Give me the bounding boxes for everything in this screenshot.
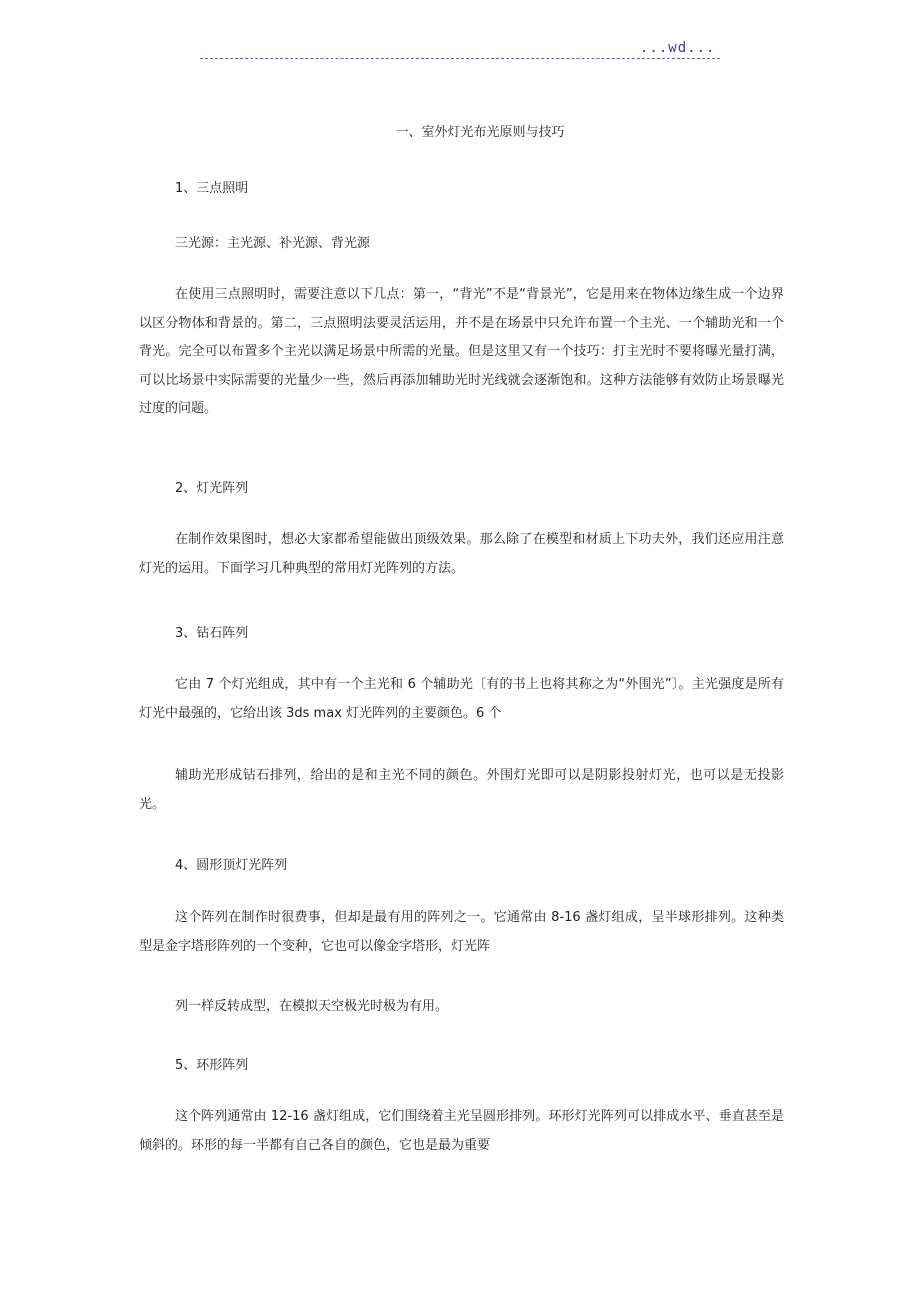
paragraph-dome-array-1: 这个阵列在制作时很费事，但却是最有用的阵列之一。它通常由 8-16 盏灯组成，呈半球形排列。这种类型是金字塔形阵列的一个变种，它也可以像金字塔形，灯光阵 bbox=[139, 910, 784, 954]
section-heading-light-array: 2、灯光阵列 bbox=[175, 481, 249, 496]
header-dashed-rule bbox=[200, 58, 720, 59]
paragraph-diamond-array-2: 辅助光形成钻石排列，给出的是和主光不同的颜色。外围灯光即可以是阴影投射灯光，也可以是无投影光。 bbox=[139, 768, 784, 812]
section-heading-diamond-array: 3、钻石阵列 bbox=[175, 626, 249, 641]
header-watermark: ...wd... bbox=[640, 40, 716, 56]
paragraph-diamond-array-1: 它由 7 个灯光组成，其中有一个主光和 6 个辅助光〔有的书上也将其称之为“外围光”〕。主光强度是所有灯光中最强的，它给出该 3ds max 灯光阵列的主要颜色。6 个 bbox=[139, 677, 784, 721]
document-title: 一、室外灯光布光原则与技巧 bbox=[395, 125, 565, 140]
section-heading-dome-array: 4、圆形顶灯光阵列 bbox=[175, 858, 288, 873]
light-sources-line: 三光源：主光源、补光源、背光源 bbox=[175, 236, 371, 251]
paragraph-three-point-notes: 在使用三点照明时，需要注意以下几点：第一，“背光”不是“背景光”，它是用来在物体边缘生成一个边界以区分物体和背景的。第二，三点照明法要灵活运用，并不是在场景中只允许布置一个主光、一个辅助光和一个背光。完全可以布置多个主光以满足场景中所需的光量。但是这里又有一个技巧：打主光时不要将曝光量打满，可以比场景中实际需要的光量少一些，然后再添加辅助光时光线就会逐渐饱和。这种方法能够有效防止场景曝光过度的问题。 bbox=[139, 287, 784, 416]
paragraph-dome-array-2: 列一样反转成型，在模拟天空极光时极为有用。 bbox=[175, 999, 449, 1014]
section-heading-ring-array: 5、环形阵列 bbox=[175, 1058, 249, 1073]
paragraph-light-array-intro: 在制作效果图时，想必大家都希望能做出顶级效果。那么除了在模型和材质上下功夫外，我们还应用注意灯光的运用。下面学习几种典型的常用灯光阵列的方法。 bbox=[139, 532, 784, 576]
section-heading-three-point-lighting: 1、三点照明 bbox=[175, 181, 249, 196]
paragraph-ring-array: 这个阵列通常由 12-16 盏灯组成，它们围绕着主光呈圆形排列。环形灯光阵列可以排成水平、垂直甚至是倾斜的。环形的每一半都有自己各自的颜色，它也是最为重要 bbox=[139, 1109, 784, 1153]
